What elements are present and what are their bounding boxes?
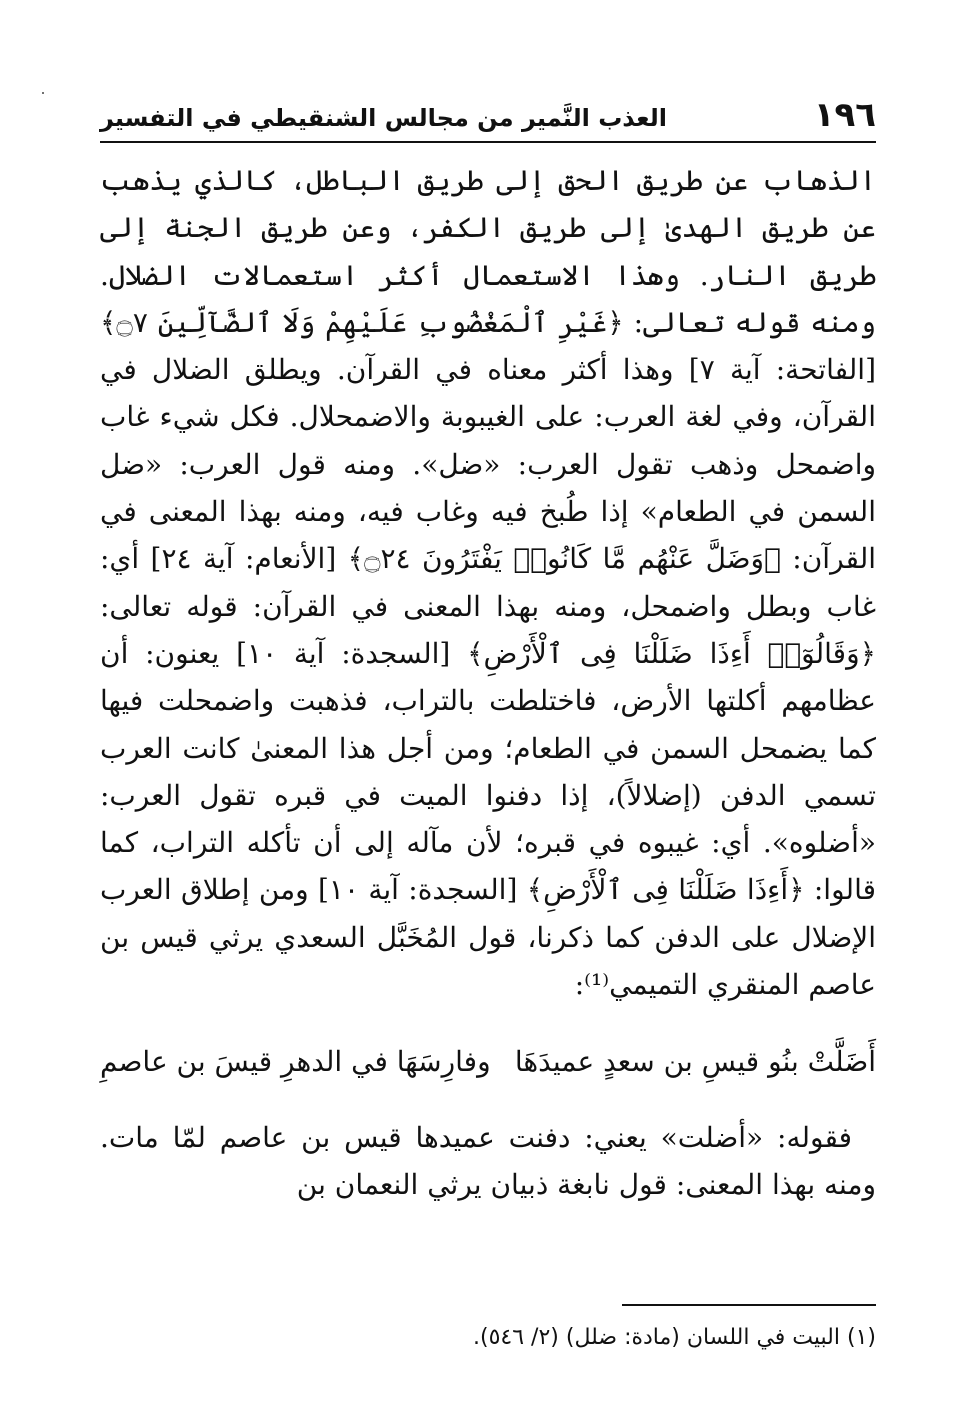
footnote: (١) البيت في اللسان (مادة: ضلل) (٢/ ٥٤٦). <box>473 1325 876 1350</box>
verse-first-hemistich: أَضَلَّتْ بنُو قيسِ بن سعدٍ عميدَهَا <box>514 1045 876 1079</box>
scan-speck <box>42 92 44 94</box>
closing-paragraph: فقوله: «أضلت» يعني: دفنت عميدها قيس بن عاصم لمّا مات. ومنه بهذا المعنى: قول نابغة ذبيان يرثي النعمان بن <box>100 1121 876 1202</box>
verse-second-hemistich: وفارِسَهَا في الدهرِ قيسَ بن عاصمِ <box>100 1045 491 1079</box>
running-header <box>100 95 876 143</box>
poetry-verse <box>100 1042 876 1082</box>
page-number: ١٩٦ <box>813 95 876 135</box>
footnote-divider <box>622 1304 876 1306</box>
main-paragraph: الذهاب عن طريق الحق إلى طريق الباطل، كالذي يذهب عن طريق الهدىٰ إلى طريق الكفر، وعن طريق الجنة إلى طريق النار. وهذا الاستعمال أكثر استعمالات الضلال. ومنه قوله تعالى: ﴿غَيْرِ ٱلْمَغْضُوبِ عَلَيْهِمْ وَلَا ٱلضَّآلِّينَ ۝٧﴾ [الفاتحة: آية ٧] وهذا أكثر معناه في القرآن. ويطلق الضلال في القرآن، وفي لغة العرب: على الغيبوبة والاضمحلال. فكل شيء غاب واضمحل وذهب تقول العرب: «ضل». ومنه قول العرب: «ضل السمن في الطعام» إذا طُبخ فيه وغاب فيه، ومنه بهذا المعنى في القرآن: ﴿وَضَلَّ عَنْهُم مَّا كَانُوا۟ يَفْتَرُونَ ۝٢٤﴾ [الأنعام: آية ٢٤] أي: غاب وبطل واضمحل، ومنه بهذا المعنى في القرآن: قوله تعالى: ﴿وَقَالُوٓا۟ أَءِذَا ضَلَلْنَا فِى ٱلْأَرْضِ﴾ [السجدة: آية ١٠] يعنون: أن عظامهم أكلتها الأرض، فاختلطت بالتراب، فذهبت واضمحلت فيها كما يضمحل السمن في الطعام؛ ومن أجل هذا المعنىٰ كانت العرب تسمي الدفن (إضلالاً)، إذا دفنوا الميت في قبره تقول العرب: «أضلوه». أي: غيبوه في قبره؛ لأن مآله إلى أن تأكله التراب، كما قالوا: ﴿أَءِذَا ضَلَلْنَا فِى ٱلْأَرْضِ﴾ [السجدة: آية ١٠] ومن إطلاق العرب الإضلال على الدفن كما ذكرنا، قول المُخَبَّل السعدي يرثي قيس بن عاصم المنقري التميمي⁽¹⁾: <box>100 164 877 1002</box>
book-title: العذب النَّمير من مجالس الشنقيطي في التفسير <box>100 104 667 132</box>
page-content <box>100 95 876 1208</box>
